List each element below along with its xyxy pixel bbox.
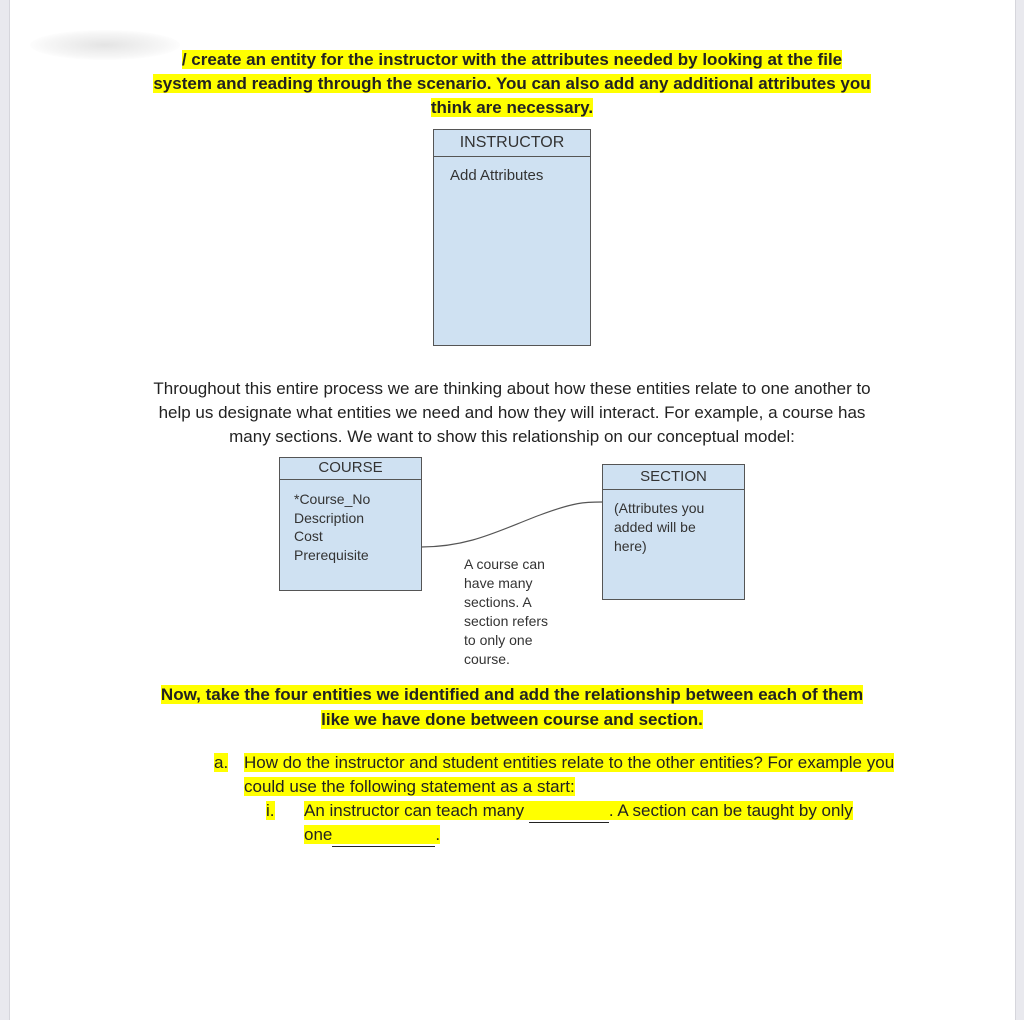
task-line-1: Now, take the four entities we identified and add the relationship between each of them <box>160 685 864 704</box>
section-entity-title: SECTION <box>603 465 744 490</box>
section-body-line: (Attributes you <box>614 500 705 516</box>
note-line: section refers <box>464 613 549 629</box>
answer-blank-2[interactable] <box>332 823 435 847</box>
paragraph-line-2: help us designate what entities we need and how they will interact. For example, a course has <box>158 403 866 422</box>
note-line: course. <box>464 651 510 667</box>
answer-blank-1[interactable] <box>529 799 609 823</box>
section-body-line: added will be <box>614 519 696 535</box>
course-attribute: Description <box>294 509 365 526</box>
section-entity <box>602 464 745 600</box>
question-a-line-1: How do the instructor and student entities relate to the other entities? For example you <box>244 753 895 772</box>
question-a-line-2: could use the following statement as a start: <box>244 777 575 796</box>
course-attributes <box>294 490 370 564</box>
course-entity-title: COURSE <box>280 458 421 480</box>
section-body-line: here) <box>614 538 647 554</box>
intro-line-3: think are necessary. <box>430 98 594 117</box>
note-line: to only one <box>464 632 533 648</box>
relationship-line <box>421 502 602 547</box>
note-line: A course can <box>464 556 545 572</box>
item-i-line-1: An instructor can teach many . A section can be taught by only <box>304 799 853 823</box>
course-entity <box>279 457 422 591</box>
intro-line-1: / create an entity for the instructor with the attributes needed by looking at the file <box>181 50 843 69</box>
task-line-2: like we have done between course and section. <box>321 710 703 729</box>
item-i-line-2: one . <box>304 823 440 847</box>
instructor-entity-body: Add Attributes <box>450 167 544 184</box>
note-line: have many <box>464 575 533 591</box>
section-entity-body <box>614 499 704 556</box>
course-attribute: Cost <box>294 528 323 544</box>
note-line: sections. A <box>464 594 532 610</box>
paragraph-line-1: Throughout this entire process we are thinking about how these entities relate to one another to <box>153 379 871 398</box>
item-i-marker: i. <box>266 801 275 820</box>
intro-line-2: system and reading through the scenario. You can also add any additional attributes you <box>153 74 871 93</box>
paragraph-line-3: many sections. We want to show this relationship on our conceptual model: <box>229 427 795 446</box>
relationship-note <box>464 555 548 669</box>
course-attribute: *Course_No <box>294 491 371 507</box>
question-a-marker: a. <box>214 753 229 772</box>
instructor-entity-title: INSTRUCTOR <box>434 130 590 157</box>
course-attribute: Prerequisite <box>294 546 369 563</box>
